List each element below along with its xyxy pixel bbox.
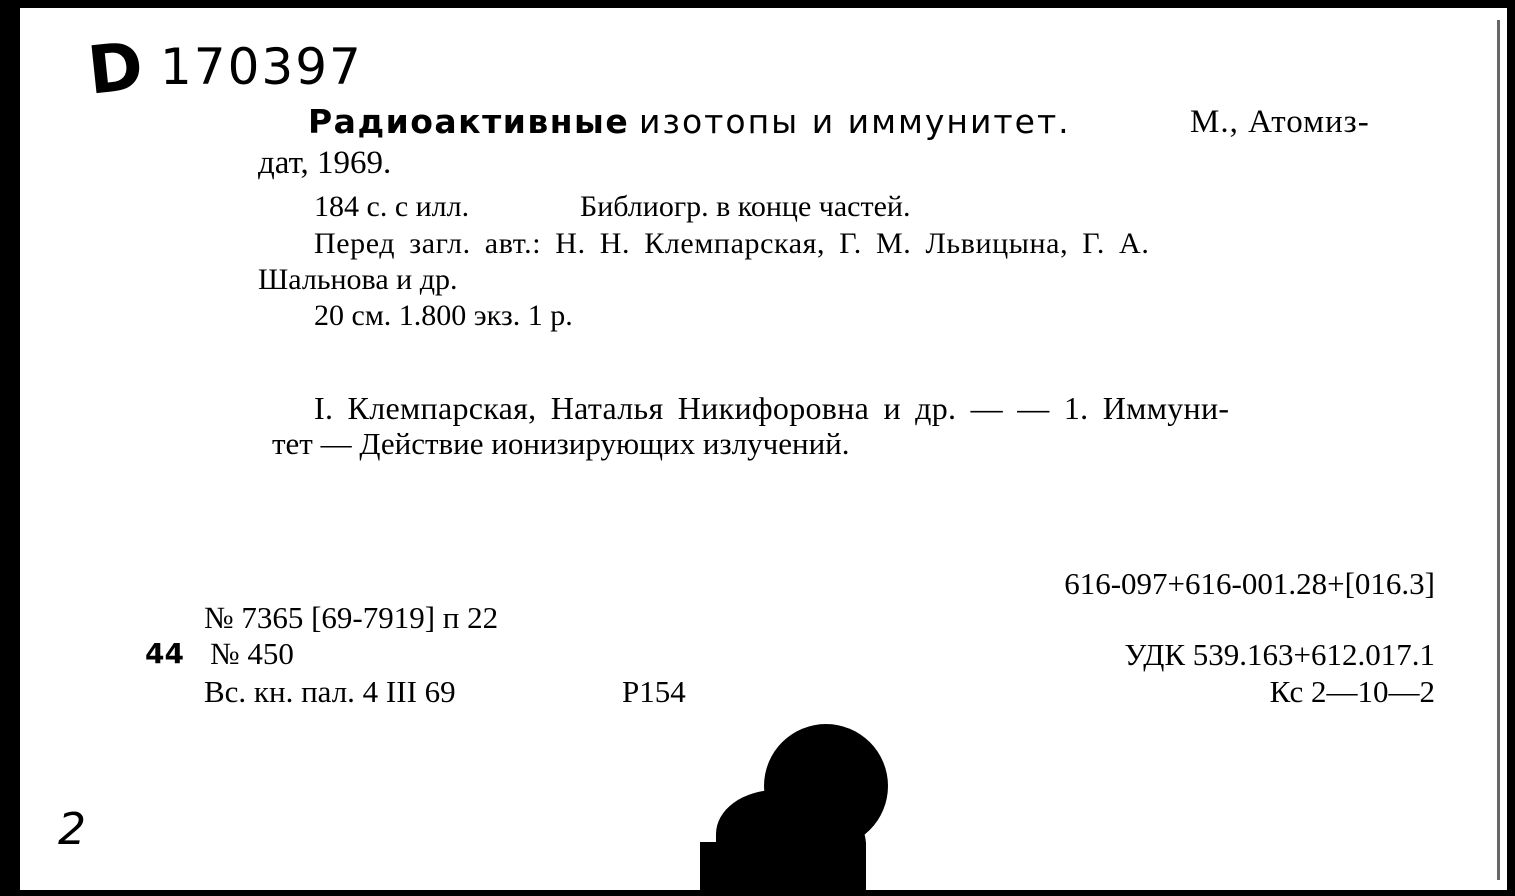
- publisher-year: дат, 1969.: [258, 145, 392, 181]
- registration-number: № 450: [210, 636, 294, 671]
- ink-blot-base-lower: [700, 842, 866, 896]
- scan-border-top: [0, 0, 1515, 8]
- place-publisher: М., Атомиз-: [1190, 104, 1370, 140]
- scan-border-shadow: [1497, 20, 1500, 880]
- extent-notes: 184 с. с илл.: [314, 190, 470, 223]
- classification-code: 616-097+616-001.28+[016.3]: [1064, 566, 1435, 601]
- title-line: [308, 104, 1071, 141]
- authors-line-1: Перед загл. авт.: Н. Н. Клемпарская, Г. М. Львицына, Г. А.: [314, 227, 1150, 260]
- tracing-line-2: тет — Действие ионизирующих излучений.: [272, 426, 850, 461]
- scan-border-left: [0, 0, 20, 896]
- kc-code: Кс 2—10—2: [1269, 674, 1435, 709]
- scan-border-right: [1507, 0, 1515, 896]
- accession-number: 170397: [160, 38, 363, 96]
- bibliography-note: Библиогр. в конце частей.: [580, 190, 911, 223]
- tracing-line-1: I. Клемпарская, Наталья Никифоровна и др. — — 1. Иммуни-: [314, 390, 1230, 426]
- footer-prefix: 44: [145, 637, 184, 670]
- udc-code: УДК 539.163+612.017.1: [1124, 637, 1435, 672]
- card-number: № 7365 [69-7919] п 22: [204, 600, 499, 635]
- book-chamber-code: Р154: [622, 674, 686, 709]
- title-bold: Радиоактивные: [308, 102, 630, 141]
- authors-line-2: Шальнова и др.: [258, 263, 458, 296]
- handwritten-mark: D: [84, 27, 147, 110]
- size-print-price: 20 см. 1.800 экз. 1 р.: [314, 299, 573, 332]
- book-chamber-note: Вс. кн. пал. 4 III 69: [204, 674, 456, 709]
- handwritten-corner-note: 2: [58, 804, 86, 855]
- title-rest: изотопы и иммунитет.: [638, 102, 1071, 141]
